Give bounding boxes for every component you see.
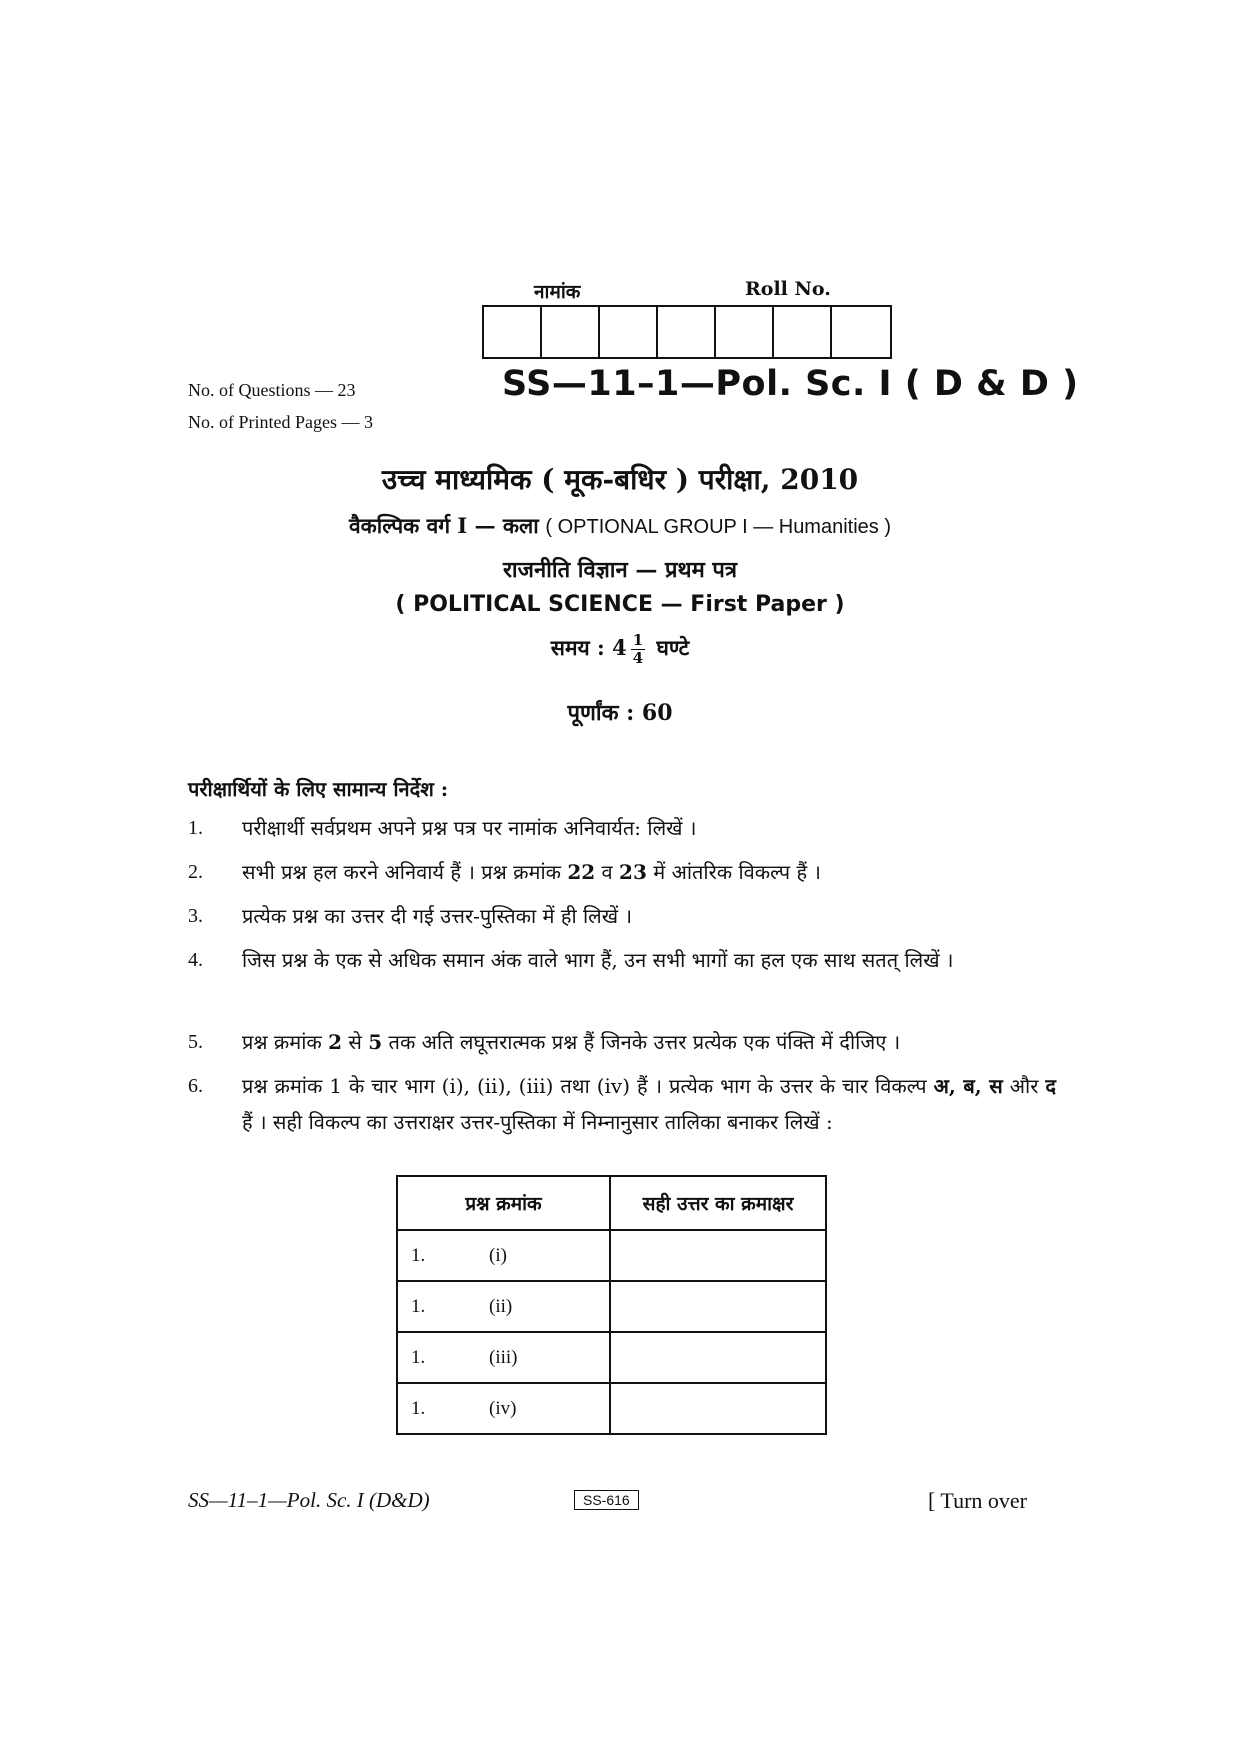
subject-english: ( POLITICAL SCIENCE — First Paper ) <box>395 592 845 617</box>
roll-label-english: Roll No. <box>745 278 831 300</box>
table-row <box>397 1281 826 1332</box>
max-marks: पूर्णांक : 60 <box>567 700 673 726</box>
question-cell: 1. (i) <box>397 1230 610 1281</box>
time-fraction <box>631 632 645 667</box>
paper-code: SS—11–1—Pol. Sc. I ( D & D ) <box>502 364 1079 404</box>
table-row <box>397 1332 826 1383</box>
table-header: सही उत्तर का क्रमाक्षर <box>610 1176 826 1230</box>
answer-cell <box>610 1281 826 1332</box>
group-hindi: वैकल्पिक वर्ग I — कला <box>349 513 539 538</box>
group-english: ( OPTIONAL GROUP I — Humanities ) <box>545 516 891 538</box>
instruction-item <box>188 942 1056 978</box>
table-row <box>397 1383 826 1434</box>
time-allowed <box>0 632 1240 667</box>
instruction-number: 2. <box>188 861 203 883</box>
time-suffix: घण्टे <box>656 635 690 660</box>
instruction-number: 6. <box>188 1075 203 1097</box>
answer-format-table <box>396 1175 827 1435</box>
answer-cell <box>610 1383 826 1434</box>
instruction-text: प्रत्येक प्रश्न का उत्तर दी गई उत्तर-पुस्तिका में ही लिखें । <box>242 904 633 928</box>
optional-group <box>0 512 1240 540</box>
time-prefix: समय : 4 <box>550 635 627 660</box>
roll-box <box>658 307 716 357</box>
instruction-text: प्रश्न क्रमांक 1 के चार भाग (i), (ii), (iii) तथा (iv) हैं । प्रत्येक भाग के उत्तर के चार विकल्प अ, ब, स और द हैं । सही विकल्प का उत्तराक्षर उत्तर-पुस्तिका में निम्नानुसार तालिका बनाकर लिखें : <box>242 1074 1056 1134</box>
instructions-heading: परीक्षार्थियों के लिए सामान्य निर्देश : <box>188 777 449 801</box>
roll-box <box>832 307 890 357</box>
instruction-text: प्रश्न क्रमांक 2 से 5 तक अति लघूत्तरात्मक प्रश्न हैं जिनके उत्तर प्रत्येक एक पंक्ति में दीजिए । <box>242 1030 901 1054</box>
instruction-text: सभी प्रश्न हल करने अनिवार्य हैं । प्रश्न क्रमांक 22 व 23 में आंतरिक विकल्प हैं । <box>242 860 821 884</box>
instruction-text: परीक्षार्थी सर्वप्रथम अपने प्रश्न पत्र पर नामांक अनिवार्यत: लिखें । <box>242 816 697 840</box>
question-cell: 1. (ii) <box>397 1281 610 1332</box>
roll-box <box>774 307 832 357</box>
roll-box <box>484 307 542 357</box>
fraction-denominator: 4 <box>632 649 644 667</box>
no-of-printed-pages: No. of Printed Pages — 3 <box>188 412 373 432</box>
table-header-row <box>397 1176 826 1230</box>
instruction-item <box>188 1068 1056 1140</box>
roll-box <box>600 307 658 357</box>
roll-label-hindi: नामांक <box>534 281 581 303</box>
instruction-number: 1. <box>188 817 203 839</box>
subject-hindi: राजनीति विज्ञान — प्रथम पत्र <box>502 557 738 583</box>
instruction-item <box>188 1024 1056 1060</box>
roll-box <box>716 307 774 357</box>
instruction-number: 4. <box>188 949 203 971</box>
instruction-item <box>188 854 1056 890</box>
instruction-text: जिस प्रश्न के एक से अधिक समान अंक वाले भाग हैं, उन सभी भागों का हल एक साथ सतत् लिखें । <box>242 948 954 972</box>
roll-number-boxes <box>482 305 892 359</box>
footer-series-code: SS-616 <box>574 1490 639 1510</box>
answer-cell <box>610 1332 826 1383</box>
instruction-number: 3. <box>188 905 203 927</box>
answer-cell <box>610 1230 826 1281</box>
question-cell: 1. (iii) <box>397 1332 610 1383</box>
exam-name: उच्च माध्यमिक ( मूक-बधिर ) परीक्षा, 2010 <box>381 463 859 496</box>
instruction-number: 5. <box>188 1031 203 1053</box>
table-row <box>397 1230 826 1281</box>
question-cell: 1. (iv) <box>397 1383 610 1434</box>
instruction-item <box>188 898 1056 934</box>
fraction-numerator: 1 <box>632 631 644 649</box>
footer-paper-code: SS—11–1—Pol. Sc. I (D&D) <box>188 1488 430 1512</box>
table-header: प्रश्न क्रमांक <box>397 1176 610 1230</box>
turn-over-note: [ Turn over <box>928 1488 1028 1513</box>
instruction-item <box>188 810 1056 846</box>
roll-box <box>542 307 600 357</box>
no-of-questions: No. of Questions — 23 <box>188 380 356 400</box>
